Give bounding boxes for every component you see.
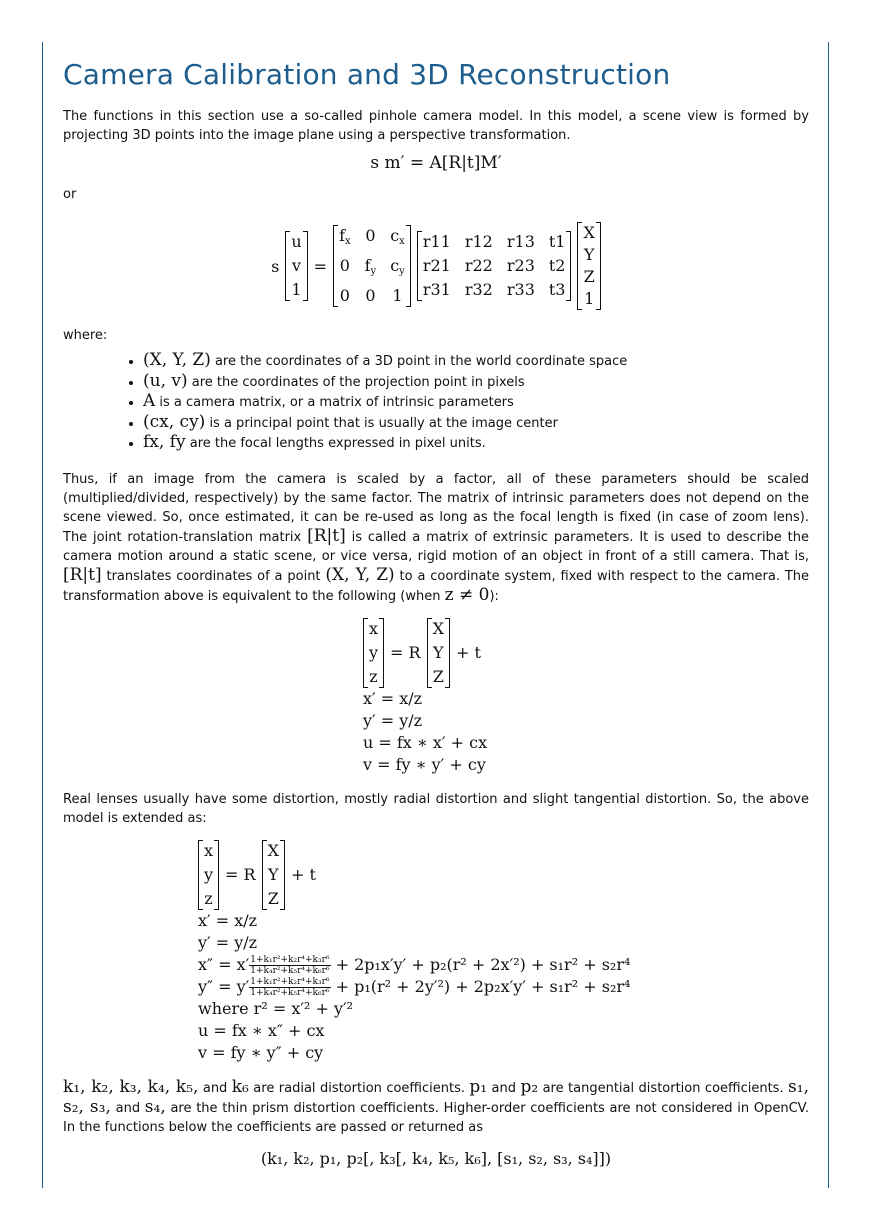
matrix-cell: r33: [506, 280, 535, 299]
equation-line: v = fy ∗ y′ + cy: [363, 754, 486, 774]
coefficients-vector: (k₁, k₂, p₁, p₂[, k₃[, k₄, k₅, k₆], [s₁, s₂, s₃, s₄]]): [260, 1148, 612, 1168]
matrix-cell: y: [204, 864, 214, 884]
matrix-cell: 1: [584, 289, 595, 308]
intro-paragraph: The functions in this section use a so-called pinhole camera model. In this model, a scene view is formed by projecting 3D points into the image plane using a perspective transformation.: [63, 109, 809, 143]
matrix-cell: r13: [506, 232, 535, 251]
scale-s: s: [271, 256, 280, 276]
list-item: • fx, fy are the focal lengths expressed in pixel units.: [143, 433, 809, 454]
right-border-rule: [828, 42, 829, 1188]
transformation-equations: [363, 618, 809, 776]
page-title: Camera Calibration and 3D Reconstruction: [63, 58, 671, 91]
equation-line: y′ = y/z: [363, 710, 423, 730]
projection-equation: s m′ = A[R|t]M′: [370, 153, 502, 173]
matrix-cell: Z: [432, 666, 444, 686]
matrix-cell: r23: [506, 256, 535, 275]
matrix-cell: u: [291, 232, 302, 251]
matrix-cell: r12: [464, 232, 493, 251]
matrix-cell: X: [267, 840, 279, 860]
matrix-cell: $c_x$: [390, 226, 405, 247]
extrinsic-matrix: [417, 231, 572, 301]
list-item: • (cx, cy) is a principal point that is usually at the image center: [143, 413, 809, 434]
camera-coords-vector: [363, 618, 384, 688]
world-point-vector: [577, 222, 600, 310]
camera-coords-vector: [198, 840, 219, 910]
rotation-equation-2: [198, 840, 809, 910]
scaling-paragraph: Thus, if an image from the camera is scaled by a factor, all of these parameters should be scaled (multiplied/divided, respectively) by the same factor. The matrix of intrinsic parameters does not depend on the scene viewed. So, once estimated, it can be re-used as long as the focal length is fixed (in case of zoom lens). The joint rotation-translation matrix [R|t] is called a matrix of extrinsic parameters. It is used to describe the camera motion around a static scene, or vice versa, rigid motion of an object in front of a still camera. That is, [R|t] translates coordinates of a point (X, Y, Z) to a coordinate system, fixed with respect to the camera. The transformation above is equivalent to the following (when z ≠ 0):: [63, 471, 810, 605]
matrix-cell: 0: [339, 256, 350, 275]
matrix-cell: $c_y$: [390, 256, 405, 277]
matrix-cell: Z: [583, 267, 595, 286]
matrix-cell: r22: [464, 256, 493, 275]
rotation-equation: [363, 618, 809, 688]
matrix-cell: 0: [339, 286, 350, 305]
equation-line: x′ = x/z: [363, 688, 423, 708]
equals-r: = R: [390, 643, 421, 662]
equation-line: u = fx ∗ x′ + cx: [363, 732, 488, 752]
distortion-lines: [198, 910, 809, 1064]
equation-line: x″ = x′ $\frac{\text{1+k₁r²+k₂r⁴+k₃r⁶}}{\text{1+k₄r²+k₅r⁴+k₆r⁶}}$ + 2p₁x′y′ + p₂(r² + 2x′²) + s₁r² + s₂r⁴: [198, 954, 631, 976]
equals-r: = R: [225, 865, 256, 884]
matrix-cell: 1: [291, 280, 302, 299]
matrix-cell: x: [204, 840, 214, 860]
matrix-cell: r11: [422, 232, 451, 251]
matrix-cell: 1: [392, 286, 403, 305]
world-coords-vector: [262, 840, 285, 910]
world-coords-vector: [427, 618, 450, 688]
matrix-cell: Y: [433, 642, 444, 662]
matrix-cell: X: [583, 223, 595, 242]
matrix-cell: z: [204, 888, 213, 908]
distortion-equations: [198, 840, 809, 1064]
left-border-rule: [42, 42, 43, 1188]
list-item: • A is a camera matrix, or a matrix of intrinsic parameters: [143, 392, 809, 413]
intrinsic-matrix: [333, 225, 411, 307]
list-item: • (X, Y, Z) are the coordinates of a 3D point in the world coordinate space: [143, 351, 809, 372]
matrix-cell: v: [291, 256, 302, 275]
equation-line: where r² = x′² + y′²: [198, 998, 354, 1018]
distortion-paragraph: Real lenses usually have some distortion, mostly radial distortion and slight tangential distortion. So, the above model is extended as:: [63, 791, 809, 826]
plus-t: + t: [455, 643, 481, 662]
lhs-vector: [285, 231, 307, 301]
matrix-cell: Z: [267, 888, 279, 908]
matrix-equation: [63, 222, 809, 310]
matrix-cell: 0: [365, 226, 376, 245]
or-label: or: [63, 187, 77, 202]
equals-sign: =: [313, 256, 328, 276]
matrix-cell: $f_y$: [364, 256, 377, 277]
where-label: where:: [63, 328, 108, 343]
matrix-cell: x: [369, 618, 379, 638]
matrix-cell: Y: [268, 864, 279, 884]
matrix-cell: t1: [548, 232, 566, 251]
equation-line: v = fy ∗ y″ + cy: [198, 1042, 324, 1062]
matrix-cell: t3: [548, 280, 566, 299]
matrix-cell: r32: [464, 280, 493, 299]
matrix-cell: $f_x$: [339, 226, 351, 247]
matrix-cell: r21: [422, 256, 451, 275]
equation-line: y″ = y′ $\frac{\text{1+k₁r²+k₂r⁴+k₃r⁶}}{\text{1+k₄r²+k₅r⁴+k₆r⁶}}$ + p₁(r² + 2y′²) + 2p₂x′y′ + s₁r² + s₂r⁴: [198, 976, 631, 998]
projection-lines: [363, 688, 809, 776]
coefficients-paragraph: k₁, k₂, k₃, k₄, k₅, and k₆ are radial distortion coefficients. p₁ and p₂ are tangential distortion coefficients. s₁, s₂, s₃, and s₄, are the thin prism distortion coefficients. Higher-order coefficients are not considered in OpenCV. In the functions below the coefficients are passed or returned as: [63, 1076, 809, 1135]
matrix-cell: Y: [583, 245, 595, 264]
list-item: • (u, v) are the coordinates of the projection point in pixels: [143, 372, 809, 393]
matrix-cell: 0: [365, 286, 376, 305]
matrix-cell: r31: [422, 280, 451, 299]
parameter-list: [63, 351, 809, 454]
matrix-cell: z: [369, 666, 378, 686]
matrix-cell: t2: [548, 256, 566, 275]
equation-line: y′ = y/z: [198, 932, 258, 952]
matrix-cell: y: [369, 642, 379, 662]
plus-t: + t: [290, 865, 316, 884]
document-body: [63, 58, 809, 1168]
equation-line: u = fx ∗ x″ + cx: [198, 1020, 325, 1040]
equation-line: x′ = x/z: [198, 910, 258, 930]
matrix-cell: X: [432, 618, 444, 638]
